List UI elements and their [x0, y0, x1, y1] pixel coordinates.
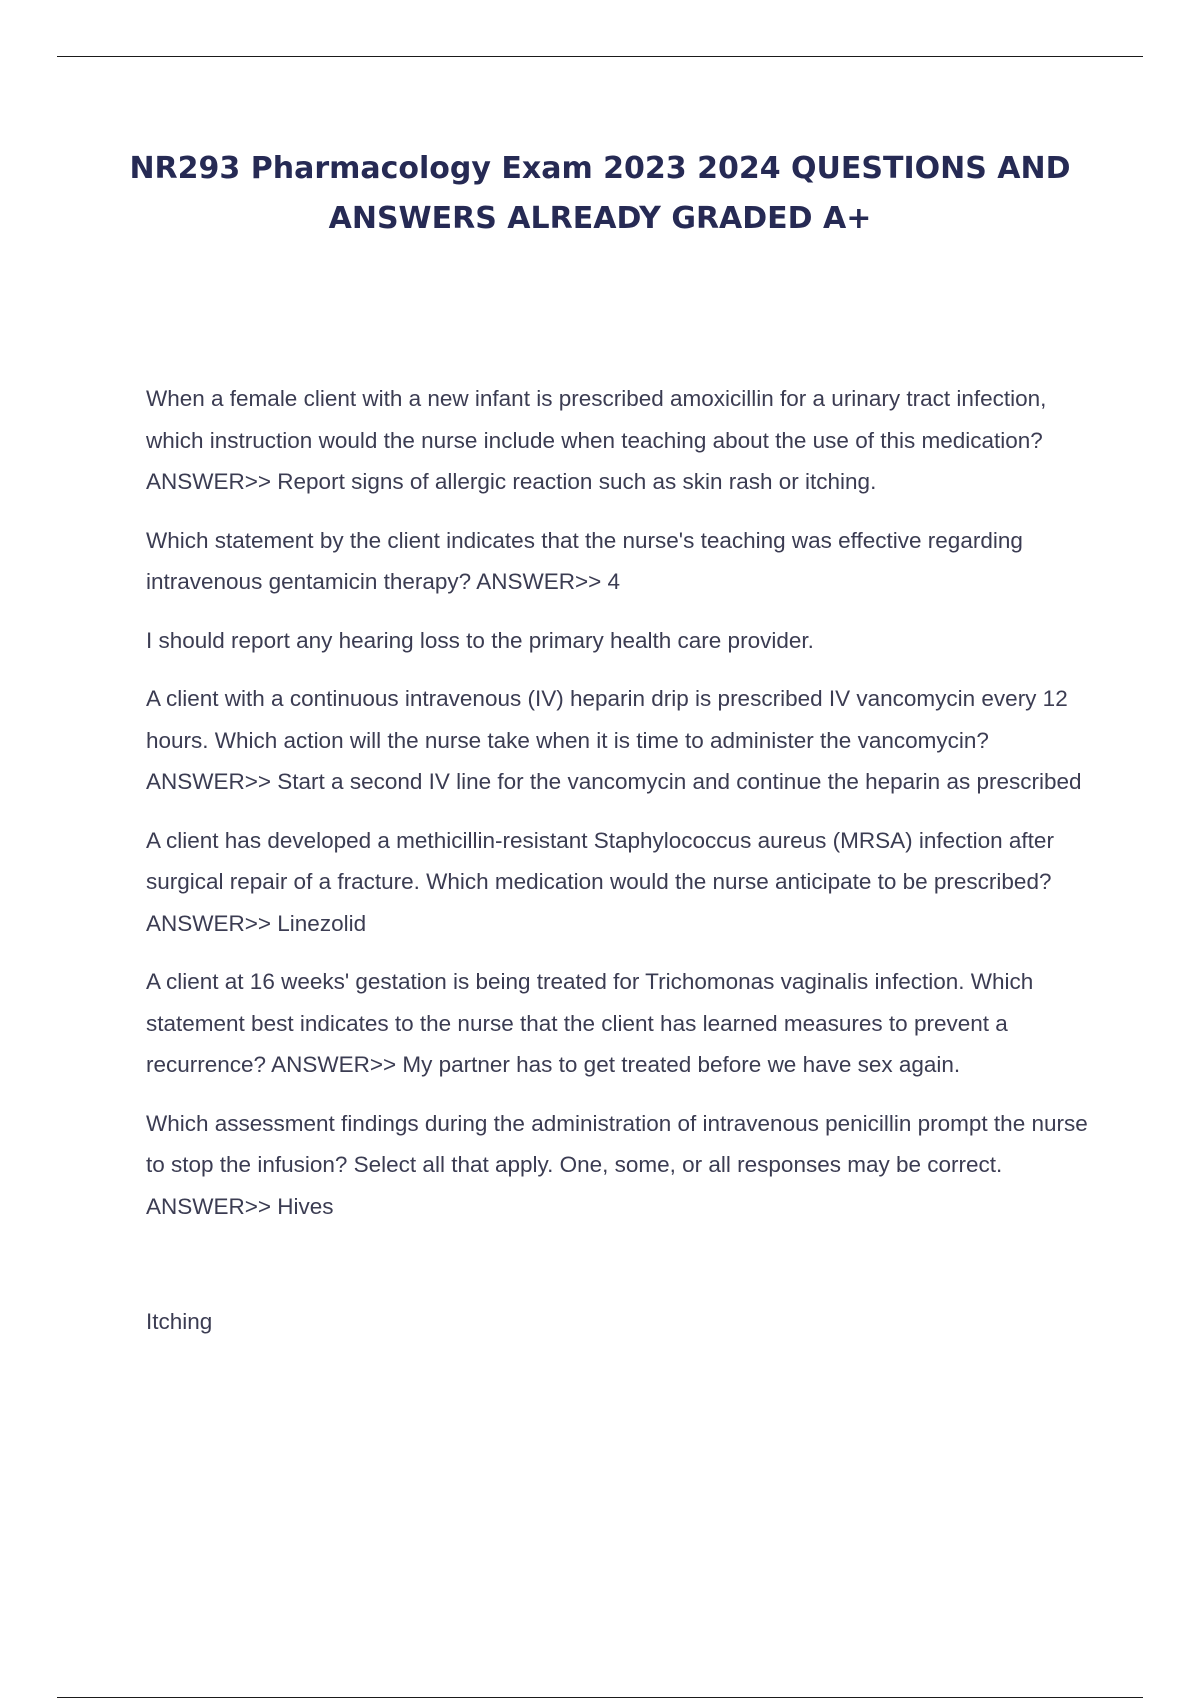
- footer-rule: [57, 1697, 1143, 1698]
- qa-paragraph-4: A client with a continuous intravenous (IV) heparin drip is prescribed IV vancomycin every 12 hours. Which action will the nurse take when it is time to administer the vancomycin? ANSWER>> Start a second IV line for the vancomycin and continue the heparin as prescribed: [146, 686, 1082, 794]
- document-title: NR293 Pharmacology Exam 2023 2024 QUESTIONS AND ANSWERS ALREADY GRADED A+: [129, 151, 1071, 236]
- qa-paragraph-2: Which statement by the client indicates that the nurse's teaching was effective regarding intravenous gentamicin therapy? ANSWER>> 4: [146, 527, 1023, 594]
- qa-paragraph-5: A client has developed a methicillin-resistant Staphylococcus aureus (MRSA) infection after surgical repair of a fracture. Which medication would the nurse anticipate to be prescribed? ANSWER>> Linezolid: [146, 827, 1054, 936]
- qa-paragraph-1: When a female client with a new infant is prescribed amoxicillin for a urinary tract infection, which instruction would the nurse include when teaching about the use of this medication? ANSWER>> Report signs of allergic reaction such as skin rash or itching.: [146, 386, 1047, 494]
- header-rule: [57, 56, 1143, 57]
- qa-paragraph-8: Itching: [146, 1309, 213, 1334]
- qa-paragraph-6: A client at 16 weeks' gestation is being treated for Trichomonas vaginalis infection. Which statement best indicates to the nurse that the client has learned measures to prevent a recurrence? ANSWER>> My partner has to get treated before we have sex again.: [146, 969, 1034, 1077]
- document-body: [146, 378, 1096, 1360]
- qa-paragraph-7: Which assessment findings during the administration of intravenous penicillin prompt the nurse to stop the infusion? Select all that apply. One, some, or all responses may be correct. ANSWER>> Hives: [146, 1110, 1088, 1219]
- qa-paragraph-3: I should report any hearing loss to the primary health care provider.: [146, 627, 814, 653]
